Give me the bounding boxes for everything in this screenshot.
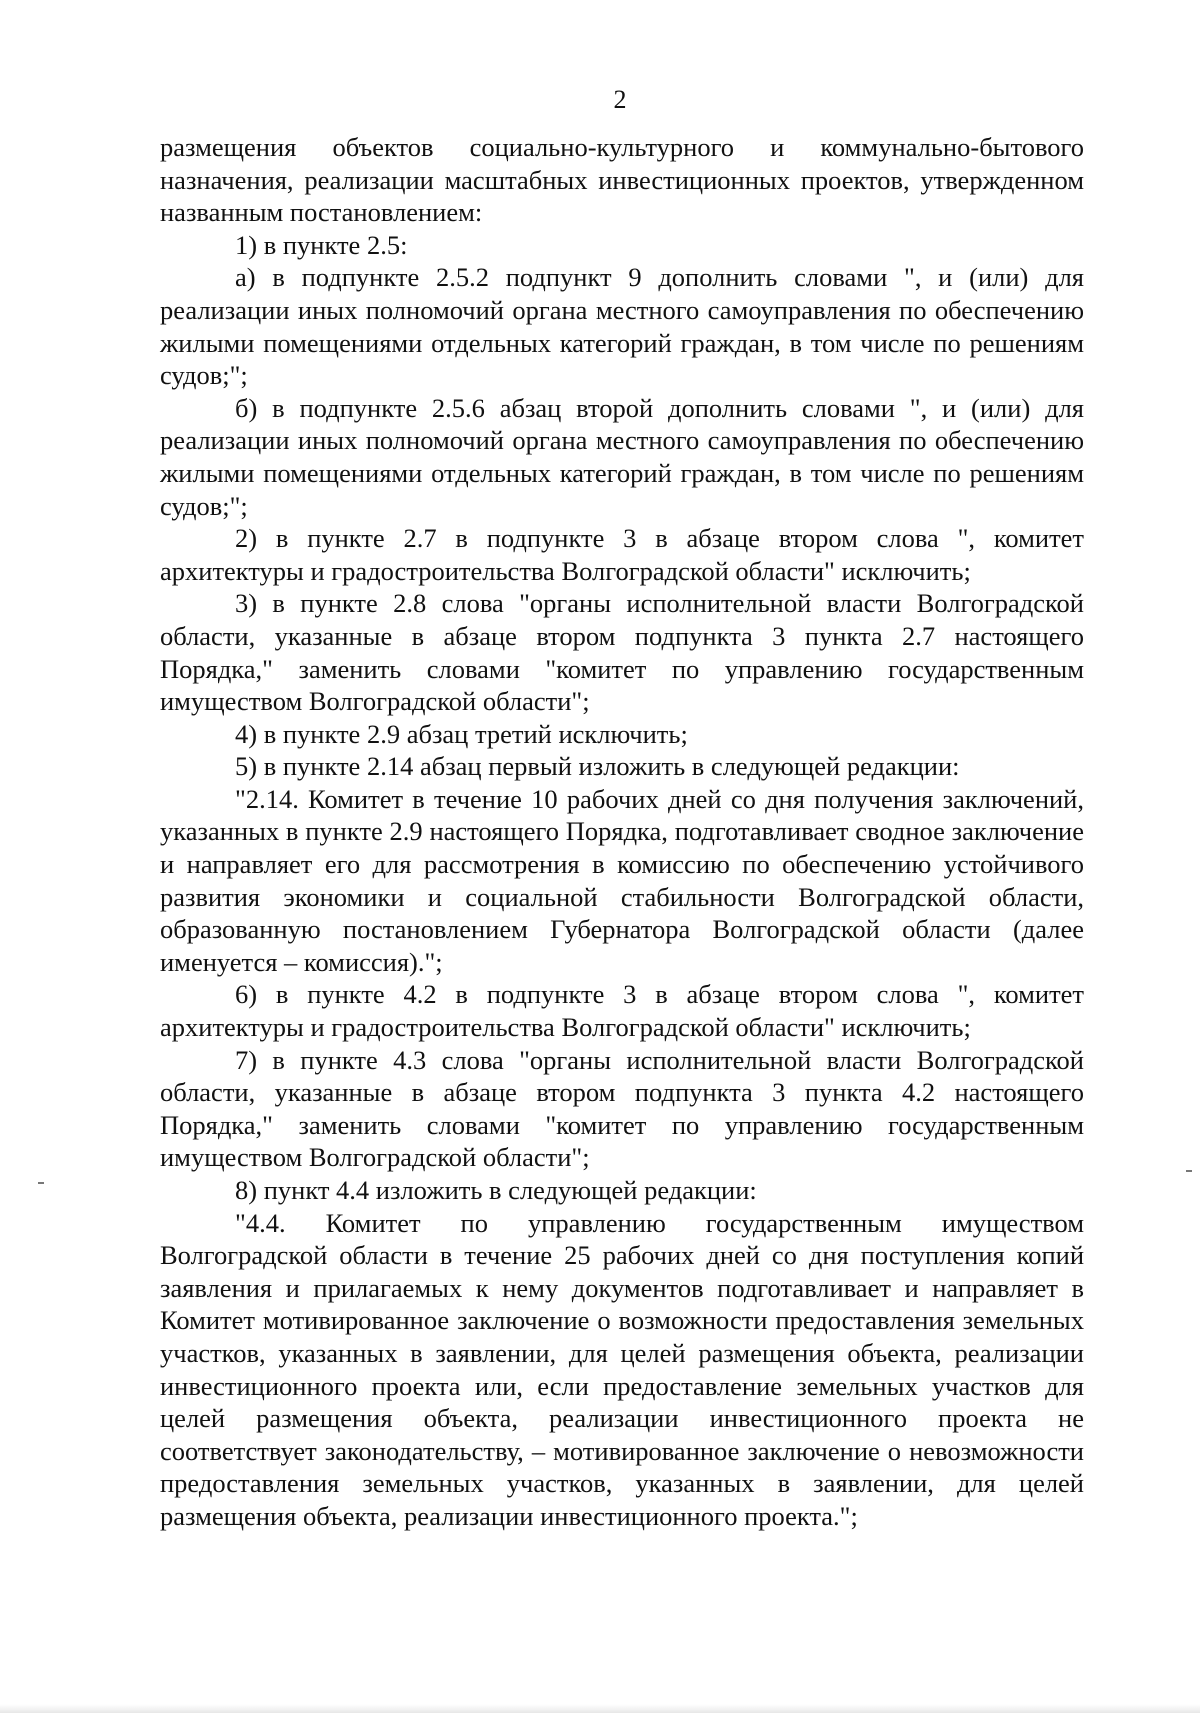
scan-bottom-edge — [0, 1704, 1200, 1713]
paragraph-item-3: 3) в пункте 2.8 слова "органы исполнительной власти Волгоградской области, указанные в абзаце втором подпункта 3 пункта 2.7 настоящего Порядка," заменить словами "комитет по управлению государственным имуществом Волгоградской области"; — [160, 588, 1084, 717]
paragraph-quote-4-4: "4.4. Комитет по управлению государственным имуществом Волгоградской области в течение 25 рабочих дней со дня поступления копий заявления и прилагаемых к нему документов подготавливает и направляет в Комитет мотивированное заключение о возможности предоставления земельных участков, указанных в заявлении, для целей размещения объекта, реализации инвестиционного проекта или, если предоставление земельных участков для целей размещения объекта, реализации инвестиционного проекта не соответствует законодательству, – мотивированное заключение о невозможности предоставления земельных участков, указанных в заявлении, для целей размещения объекта, реализации инвестиционного проекта."; — [160, 1207, 1084, 1531]
right-margin-mark — [1186, 1170, 1192, 1172]
paragraph-continuation: размещения объектов социально-культурного и коммунально-бытового назначения, реализации масштабных инвестиционных проектов, утвержденном названным постановлением: — [160, 132, 1084, 228]
paragraph-item-5: 5) в пункте 2.14 абзац первый изложить в следующей редакции: — [235, 751, 960, 782]
left-margin-mark — [38, 1182, 44, 1184]
paragraph-item-4: 4) в пункте 2.9 абзац третий исключить; — [235, 718, 688, 749]
paragraph-item-8: 8) пункт 4.4 изложить в следующей редакции: — [235, 1175, 757, 1205]
document-body — [160, 131, 1084, 1533]
paragraph-item-1: 1) в пункте 2.5: — [235, 229, 408, 260]
paragraph-item-1b: б) в подпункте 2.5.6 абзац второй дополнить словами ", и (или) для реализации иных полномочий органа местного самоуправления по обеспечению жилыми помещениями отдельных категорий граждан, в том числе по решениям судов;"; — [160, 392, 1084, 521]
paragraph-item-1a: а) в подпункте 2.5.2 подпункт 9 дополнить словами ", и (или) для реализации иных полномочий органа местного самоуправления по обеспечению жилыми помещениями отдельных категорий граждан, в том числе по решениям судов;"; — [160, 262, 1084, 391]
paragraph-item-6: 6) в пункте 4.2 в подпункте 3 в абзаце втором слова ", комитет архитектуры и градостроительства Волгоградской области" исключить; — [160, 979, 1084, 1043]
paragraph-item-2: 2) в пункте 2.7 в подпункте 3 в абзаце втором слова ", комитет архитектуры и градостроительства Волгоградской области" исключить; — [160, 523, 1084, 586]
paragraph-quote-2-14: "2.14. Комитет в течение 10 рабочих дней со дня получения заключений, указанных в пункте 2.9 настоящего Порядка, подготавливает сводное заключение и направляет его для рассмотрения в комиссию по обеспечению устойчивого развития экономики и социальной стабильности Волгоградской области, образованную постановлением Губернатора Волгоградской области (далее именуется – комиссия)."; — [160, 783, 1084, 977]
page-number: 2 — [613, 85, 627, 114]
paragraph-item-7: 7) в пункте 4.3 слова "органы исполнительной власти Волгоградской области, указанные в абзаце втором подпункта 3 пункта 4.2 настоящего Порядка," заменить словами "комитет по управлению государственным имуществом Волгоградской области"; — [160, 1044, 1084, 1173]
